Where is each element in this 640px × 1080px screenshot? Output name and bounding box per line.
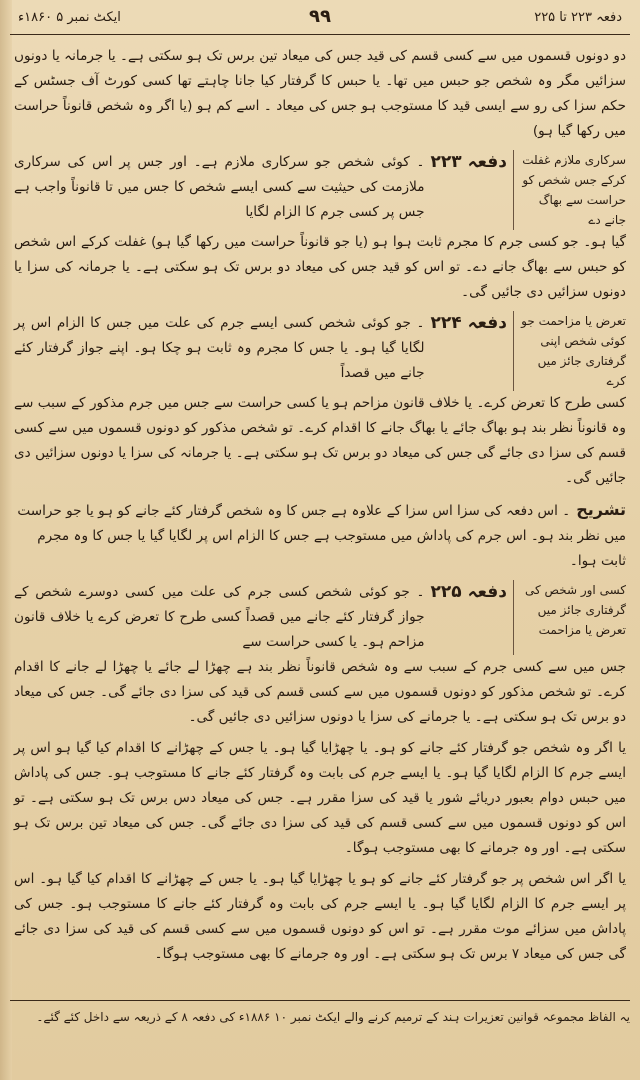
section-text-225-rest: جس میں سے کسی جرم کے سبب سے وہ شخص قانوناً نظر بند ہے چھڑا لے جائے یا چھڑا لے جانے کا اقدام کرے۔ تو شخص مذکور کو دونوں قسموں میں سے کسی قسم کی قید کی سزا دی جائے گی۔ جس کی میعاد دو برس تک ہو سکتی ہے۔ یا جرمانے کی سزا یا دونوں سزائیں دی جائیں گی۔ bbox=[14, 659, 626, 725]
section-text-225-first: ۔ جو کوئی شخص کسی جرم کی علت میں کسی دوسرے شخص کے جواز گرفتار کئے جانے میں قصداً کسی طرح کا تعرض کرے یا خلاف قانون مزاحم ہو۔ یا کسی حراست سے bbox=[14, 584, 425, 650]
page-number: ۹۹ bbox=[309, 6, 331, 27]
paragraph-top: دو دونوں قسموں میں سے کسی قسم کی قید جس کی میعاد تین برس تک ہو سکتی ہے۔ یا جرمانہ یا دونوں سزائیں مگر وہ شخص جو حبس میں تھا۔ یا حبس کا گرفتار کیا جانا چاہتے تھا کسی کورٹ آف جسٹس کے حکم سزا کی رو سے ایسی قید کا مستوجب ہو جس کی میعاد ۔ اسے کم ہو (یا اگر وہ شخص قانوناً حراست میں رکھا گیا ہو) bbox=[14, 48, 626, 139]
section-225 bbox=[14, 580, 626, 730]
section-223 bbox=[14, 150, 626, 305]
footnote: یہ الفاظ مجموعہ قوانین تعزیرات ہند کے ترمیم کرنے والے ایکٹ نمبر ۱۰ ۱۸۸۶ء کی دفعہ ۸ کے ذریعہ سے داخل کئے گئے۔ bbox=[10, 1000, 630, 1027]
page-header bbox=[10, 6, 630, 35]
marginal-note-225: کسی اور شخص کی گرفتاری جائز میں تعرض یا مزاحمت bbox=[513, 580, 626, 655]
paragraph-bottom-2: یا اگر اس شخص پر جو گرفتار کئے جانے کو ہو یا چھڑایا گیا ہو۔ یا جس کے چھڑانے کا اقدام کیا گیا ہو۔ اس پر ایسے جرم کا الزام لگایا گیا ہو۔ یا ایسے جرم کی بابت وہ گرفتار کئے جانے کا مستوجب ہو۔ جس کی پاداش میں سزائے موت مقرر ہے۔ تو اس کو دونوں قسموں میں سے کسی قسم کی قید کی سزا دی جائے گی جس کی میعاد ۷ برس تک ہو سکتی ہے۔ اور وہ جرمانے کا بھی مستوجب ہوگا۔ bbox=[14, 871, 626, 962]
section-title-224: دفعہ ۲۲۴ bbox=[430, 313, 507, 333]
explanation-label: تشریح bbox=[576, 500, 626, 519]
section-text-224-rest: کسی طرح کا تعرض کرے۔ یا خلاف قانون مزاحم ہو یا کسی حراست سے جس میں جرم مذکور کے سبب سے وہ قانوناً نظر بند ہو بھاگ جائے یا بھاگ جانے کا اقدام کرے۔ تو شخص مذکور کو دونوں قسموں میں سے کسی قسم کی سزا دی جائے گی جس کی میعاد دو برس تک ہو سکتی ہے۔ یا جرمانہ کی سزا یا دونوں سزائیں دی جائیں گی۔ bbox=[14, 395, 626, 486]
section-text-223-first: ۔ کوئی شخص جو سرکاری ملازم ہے۔ اور جس پر اس کی سرکاری ملازمت کی حیثیت سے کسی ایسے شخص کا جس میں تا قانوناً واجب ہے جس پر کسی جرم کا الزام لگایا bbox=[14, 154, 425, 220]
explanation-text: ۔ اس دفعہ کی سزا اس سزا کے علاوہ ہے جس کا وہ شخص گرفتار کئے جانے کو ہو یا جو حراست میں نظر بند ہو۔ اس جرم کی پاداش میں مستوجب ہے جس کا الزام اس پر لگایا گیا یا جس کا وہ مجرم ثابت ہوا۔ bbox=[17, 503, 626, 569]
section-title-225: دفعہ ۲۲۵ bbox=[430, 582, 507, 602]
section-224 bbox=[14, 311, 626, 491]
section-title-223: دفعہ ۲۲۳ bbox=[430, 152, 507, 172]
page-edge-shadow bbox=[0, 0, 12, 1080]
section-text-224-first: ۔ جو کوئی شخص کسی ایسے جرم کی علت میں جس کا الزام اس پر لگایا گیا ہو۔ یا جس کا مجرم وہ ثابت ہو چکا ہو۔ اپنے جواز گرفتار کئے جانے میں قصداً bbox=[14, 315, 425, 381]
marginal-note-223: سرکاری ملازم غفلت کرکے جس شخص کو حراست سے بھاگ جانے دے bbox=[513, 150, 626, 230]
paragraph-bottom-1: یا اگر وہ شخص جو گرفتار کئے جانے کو ہو۔ یا چھڑایا گیا ہو۔ یا جس کے چھڑانے کا اقدام کیا گیا ہو اس پر ایسے جرم کا الزام لگایا گیا ہو۔ یا ایسے جرم کی بابت وہ گرفتار کئے جانے کا مستوجب ہو۔ جس کی پاداش میں حبس دوام بعبور دریائے شور یا قید کی سزا مقرر ہے۔ جس کی میعاد دس برس تک ہو سکتی ہے۔ تو اس کو دونوں قسموں میں سے کسی قسم کی قید کی سزا دی جائے گی۔ جس کی میعاد تین برس تک ہو سکتی ہے۔ اور وہ جرمانے کا بھی مستوجب ہوگا۔ bbox=[14, 740, 626, 856]
page-body bbox=[14, 44, 626, 973]
marginal-note-224: تعرض یا مزاحمت جو کوئی شخص اپنی گرفتاری جائز میں کرے bbox=[513, 311, 626, 391]
section-text-223-rest: گیا ہو۔ جو کسی جرم کا مجرم ثابت ہوا ہو (یا جو قانوناً حراست میں رکھا گیا ہو) غفلت کرکے اس شخص کو حبس سے بھاگ جانے دے۔ تو اس کو قید جس کی میعاد دو برس تک ہو سکتی ہے۔ یا جرمانہ کی سزا یا دونوں سزائیں دی جائیں گی۔ bbox=[14, 234, 626, 300]
explanation bbox=[14, 497, 626, 574]
header-act-title: ایکٹ نمبر ۵ ۱۸۶۰ء bbox=[18, 10, 121, 25]
header-section-range: دفعہ ۲۲۳ تا ۲۲۵ bbox=[534, 10, 622, 25]
